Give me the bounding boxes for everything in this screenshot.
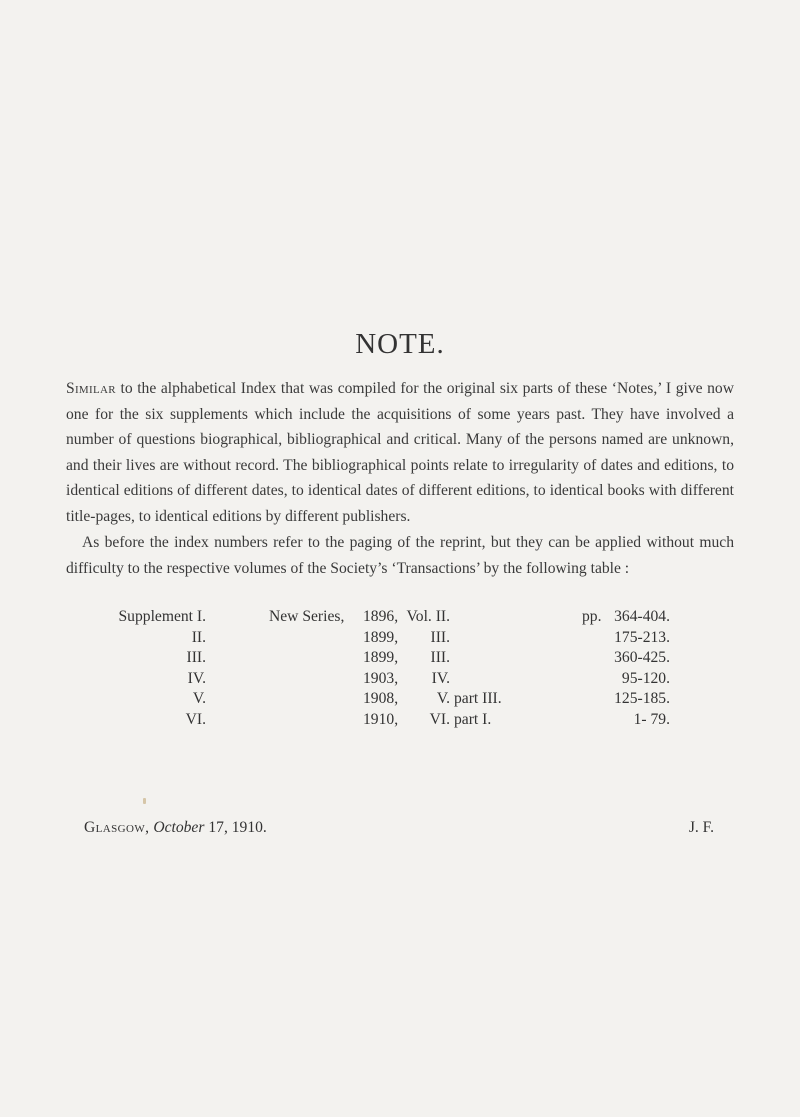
- year-cell: 1899,: [363, 628, 399, 646]
- volume-cell: V.: [436, 690, 450, 707]
- part-cell: part I.: [454, 710, 492, 728]
- supplement-table: [0, 607, 800, 730]
- pages-cell: 175-213.: [614, 628, 670, 646]
- year-cell: 1908,: [363, 690, 399, 707]
- pages-cell: 95-120.: [621, 669, 670, 687]
- table-row: [0, 628, 800, 649]
- volume-cell: VI.: [429, 710, 450, 728]
- volume-cell: III.: [430, 628, 450, 646]
- author-initials: J. F.: [688, 819, 714, 836]
- table-row: [0, 689, 800, 710]
- date: 17, 1910.: [208, 819, 267, 836]
- pages-cell: 1- 79.: [633, 710, 670, 728]
- supplement-cell: II.: [191, 628, 206, 646]
- table-row: [0, 669, 800, 690]
- pp-cell: pp.: [582, 608, 602, 625]
- signature-line: [84, 819, 714, 837]
- pages-cell: 364-404.: [614, 608, 670, 625]
- year-cell: 1899,: [363, 649, 399, 666]
- lead-word: Similar: [66, 380, 116, 397]
- pages-cell: 360-425.: [614, 649, 670, 666]
- ink-speck: [143, 798, 146, 804]
- page-title: NOTE.: [355, 328, 445, 360]
- pages-cell: 125-185.: [614, 690, 670, 707]
- year-cell: 1903,: [363, 669, 399, 687]
- paragraph-intro-text: to the alphabetical Index that was compiled for the original six parts of these ‘Notes,’ I give now one for the six supplements which include the acquisitions of some years past. They have involved a number of questions biographical, bibliographical and critical. Many of the persons named are unknown, and their lives are without record. The bibliographical points relate to irregularity of dates and editions, to identical editions of different dates, to identical dates of different editions, to identical books with different title-pages, to identical editions by different publishers.: [66, 380, 734, 525]
- supplement-cell: VI.: [185, 710, 206, 728]
- table-row: [0, 607, 800, 628]
- volume-cell: III.: [430, 649, 450, 666]
- paragraph-index-note: As before the index numbers refer to the paging of the reprint, but they can be applied without much difficulty to the respective volumes of the Society’s ‘Transactions’ by the following table :: [66, 534, 734, 577]
- year-cell: 1896,: [363, 608, 399, 625]
- month: October: [153, 819, 205, 836]
- series-cell: New Series,: [269, 608, 345, 625]
- volume-cell: IV.: [431, 669, 450, 687]
- paragraph-intro: [66, 376, 734, 530]
- place: Glasgow,: [84, 819, 150, 836]
- part-cell: part III.: [454, 690, 502, 707]
- volume-cell: Vol. II.: [406, 608, 450, 625]
- year-cell: 1910,: [363, 710, 399, 728]
- supplement-cell: Supplement I.: [118, 608, 206, 625]
- supplement-cell: IV.: [187, 669, 206, 687]
- supplement-cell: III.: [186, 649, 206, 666]
- table-row: [0, 648, 800, 669]
- table-row: [0, 710, 800, 731]
- supplement-cell: V.: [192, 690, 206, 707]
